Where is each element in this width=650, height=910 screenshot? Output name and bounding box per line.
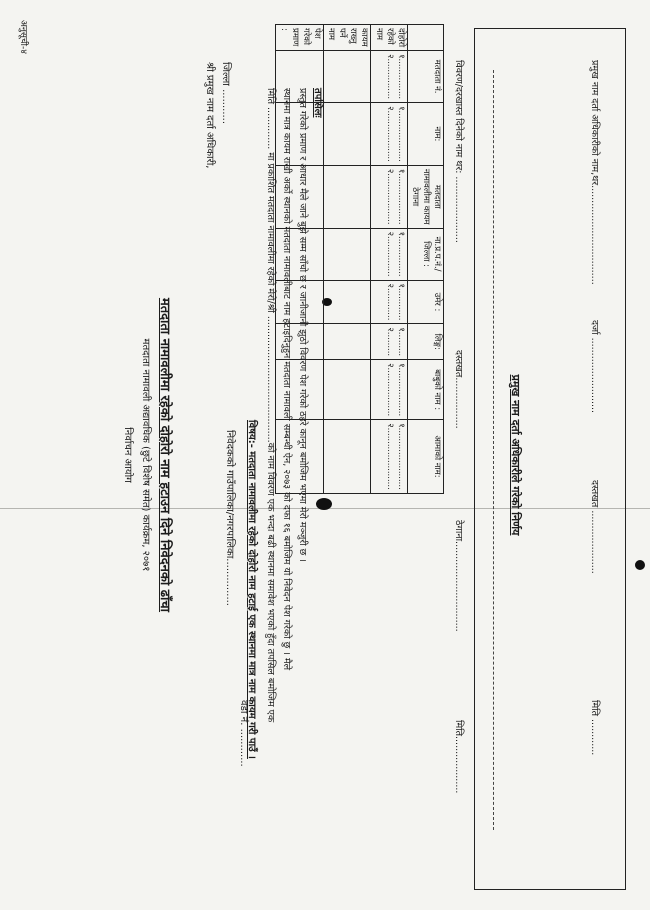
table-cell: १................... २................... — [370, 103, 407, 166]
decision-box — [474, 28, 626, 890]
body-line-3: प्रस्तुत गरेको प्रमाण र आधार मैले जाने बुझे सम्म साँचो छ र जानीजानी झुठो विवरण पेश गरेको ठहरे कानून बमोजिम भएमा मेरो मञ्जुरी छ । — [297, 88, 308, 562]
table-cell — [323, 228, 370, 280]
row-label-evidence: पेश गरेको प्रमाण : — [276, 25, 323, 51]
subject-line: विषय:- मतदाता नामावलीमा रहेको दोहोरो नाम हटाई एक स्थानमा मात्र नाम कायम गरी पाउँ । — [246, 420, 257, 759]
table-cell: १................... २................... — [370, 165, 407, 228]
applicant-signature-line: दस्तखत................. — [453, 350, 464, 429]
body-line-2: स्थानमा मात्र कायम राखी अर्को स्थानको मतदाता नामावलीबाट नाम हटाइदिनुहुन मतदाता नामावली सम्बन्धी ऐन, २०७३ को दफा १६ बमोजिम यो निवेदन पेश गरेको छु । मैले — [281, 88, 292, 671]
table-cell: १............ २............ — [370, 280, 407, 324]
applicant-date-line: मिति................... — [453, 720, 464, 794]
commission-name: निर्वाचन आयोग — [122, 427, 133, 483]
table-cell — [323, 324, 370, 360]
table-cell — [276, 51, 323, 103]
program-name: मतदाता नामावली अद्यावधिक (छुटे विशेष समेत) कार्यक्रम, २०७१ — [140, 338, 151, 572]
table-cell — [276, 228, 323, 280]
decision-signature: दस्तखत ..................... — [589, 480, 600, 574]
table-cell: १............... २............... — [370, 228, 407, 280]
duplicate-name-table — [275, 24, 444, 494]
table-cell — [323, 103, 370, 166]
table-cell — [276, 324, 323, 360]
col-header-label — [407, 25, 443, 51]
addressee-officer: श्री प्रमुख नाम दर्ता अधिकारी, — [204, 62, 215, 169]
row-label-keep: कायम राख्नु पर्ने नाम — [323, 25, 370, 51]
table-row — [370, 25, 407, 494]
table-cell: १.................. २.................. — [370, 360, 407, 420]
annex-label: अनुसूची-४ — [18, 20, 28, 54]
col-header-voter-no: मतदाता नं. — [407, 51, 443, 103]
table-cell — [276, 420, 323, 494]
body-line-1: मिति .............. मा प्रकाशित मतदाता नामावलीमा रहेको मेरो/श्री ..........................................को नाम विवरण एक भन्दा बढी स्थानमा समावेश भएको हुँदा तपसिल बमोजिम एक — [265, 88, 276, 723]
table-cell — [276, 103, 323, 166]
table-cell: १......... २......... — [370, 324, 407, 360]
table-cell — [276, 360, 323, 420]
applicant-location: निवेदकको गाउँपालिका/नगरपालिका............... — [224, 430, 235, 606]
table-cell — [276, 280, 323, 324]
decision-date: मिति ............ — [589, 700, 600, 756]
table-cell — [323, 165, 370, 228]
col-header-father: बाबुको नाम : — [407, 360, 443, 420]
table-cell — [323, 360, 370, 420]
addressee-district: जिल्ला ........... — [220, 62, 231, 125]
col-header-mother: आमाको नाम: — [407, 420, 443, 494]
col-header-address: मतदाता नामावलीमा कायम ठेगाना — [407, 165, 443, 228]
table-row — [323, 25, 370, 494]
table-cell — [323, 280, 370, 324]
col-header-age: उमेर : — [407, 280, 443, 324]
col-header-gender: लिङ्ग: — [407, 324, 443, 360]
table-cell — [323, 420, 370, 494]
decision-officer-name: प्रमुख नाम दर्ता अधिकारीको नाम,थर................................. — [589, 60, 600, 285]
row-label-duplicate: दोहोरो रहेको नाम — [370, 25, 407, 51]
table-cell: १............... २............... — [370, 51, 407, 103]
decision-title: प्रमुख नाम दर्ता अधिकारीले गरेको निर्णय — [509, 374, 522, 536]
table-cell — [276, 165, 323, 228]
punch-hole-top — [316, 498, 332, 510]
applicant-name-line: विवरण/दरखास्त दिनेको नाम थर: ...................... — [453, 60, 464, 243]
table-cell: १....................... २....................... — [370, 420, 407, 494]
applicant-address-line: ठेगाना.............................. — [453, 520, 464, 632]
table-cell — [323, 51, 370, 103]
form-title: मतदाता नामावलीमा रहेको दोहोरो नाम हटाउन दिने निवेदनको ढाँचा — [157, 297, 172, 613]
col-header-name: नाम: — [407, 103, 443, 166]
decision-dash-line — [493, 70, 494, 830]
table-heading: तपसिलः — [312, 88, 323, 118]
table-row — [276, 25, 323, 494]
ward-number: वडा नं. ............ — [238, 700, 249, 767]
binder-hole — [635, 560, 645, 570]
decision-post: दर्जा ......................... — [589, 320, 600, 414]
col-header-citizenship: ना.प्र.प.नं./ जिल्ला : — [407, 228, 443, 280]
